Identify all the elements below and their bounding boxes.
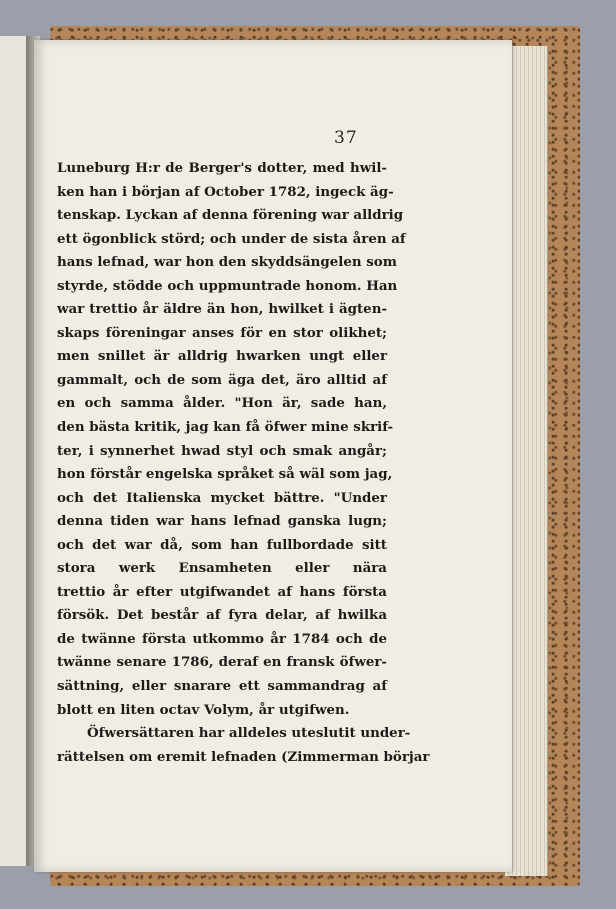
page-number: 37 bbox=[334, 128, 358, 148]
text-line: tenskap. Lyckan af denna förening war alldrig bbox=[57, 207, 404, 224]
text-line: de twänne första utkommo år 1784 och de bbox=[57, 630, 387, 647]
text-line: gammalt, och de som äga det, äro alltid af bbox=[57, 371, 387, 388]
page-text bbox=[57, 157, 430, 769]
text-line: Öfwersättaren har alldeles uteslutit under- bbox=[87, 725, 411, 742]
text-line: blott en liten octav Volym, år utgifwen. bbox=[57, 701, 350, 718]
text-line: Luneburg H:r de Berger's dotter, med hwil- bbox=[57, 160, 387, 176]
text-line: hon förstår engelska språket så wäl som jag, bbox=[57, 466, 393, 483]
text-line: den bästa kritik, jag kan få öfwer mine skrif- bbox=[57, 419, 394, 436]
text-line: försök. Det består af fyra delar, af hwilka bbox=[57, 607, 387, 624]
text-line: denna tiden war hans lefnad ganska lugn; bbox=[57, 513, 387, 530]
text-line: styrde, stödde och uppmuntrade honom. Han bbox=[57, 277, 398, 294]
text-line: och det Italienska mycket bättre. "Under bbox=[57, 489, 387, 506]
text-line: twänne senare 1786, deraf en fransk öfwer- bbox=[57, 654, 387, 671]
text-line: sättning, eller snarare ett sammandrag af bbox=[57, 678, 387, 695]
text-line: skaps föreningar anses för en stor olikhet; bbox=[57, 324, 387, 341]
text-line: och det war då, som han fullbordade sitt bbox=[57, 536, 387, 553]
text-line: rättelsen om eremit lefnaden (Zimmerman börjar bbox=[57, 748, 430, 765]
text-line: stora werk Ensamheten eller nära bbox=[57, 560, 387, 577]
text-line: en och samma ålder. "Hon är, sade han, bbox=[57, 395, 387, 412]
text-line: men snillet är alldrig hwarken ungt eller bbox=[57, 348, 387, 365]
text-line: ter, i synnerhet hwad styl och smak angår; bbox=[57, 442, 387, 459]
text-line: trettio år efter utgifwandet af hans första bbox=[57, 583, 387, 600]
text-line: ken han i början af October 1782, ingeck äg- bbox=[57, 183, 394, 200]
text-line: hans lefnad, war hon den skyddsängelen som bbox=[57, 254, 397, 271]
text-line: war trettio år äldre än hon, hwilket i ägten- bbox=[57, 301, 387, 318]
text-line: ett ögonblick störd; och under de sista åren af bbox=[57, 230, 406, 247]
